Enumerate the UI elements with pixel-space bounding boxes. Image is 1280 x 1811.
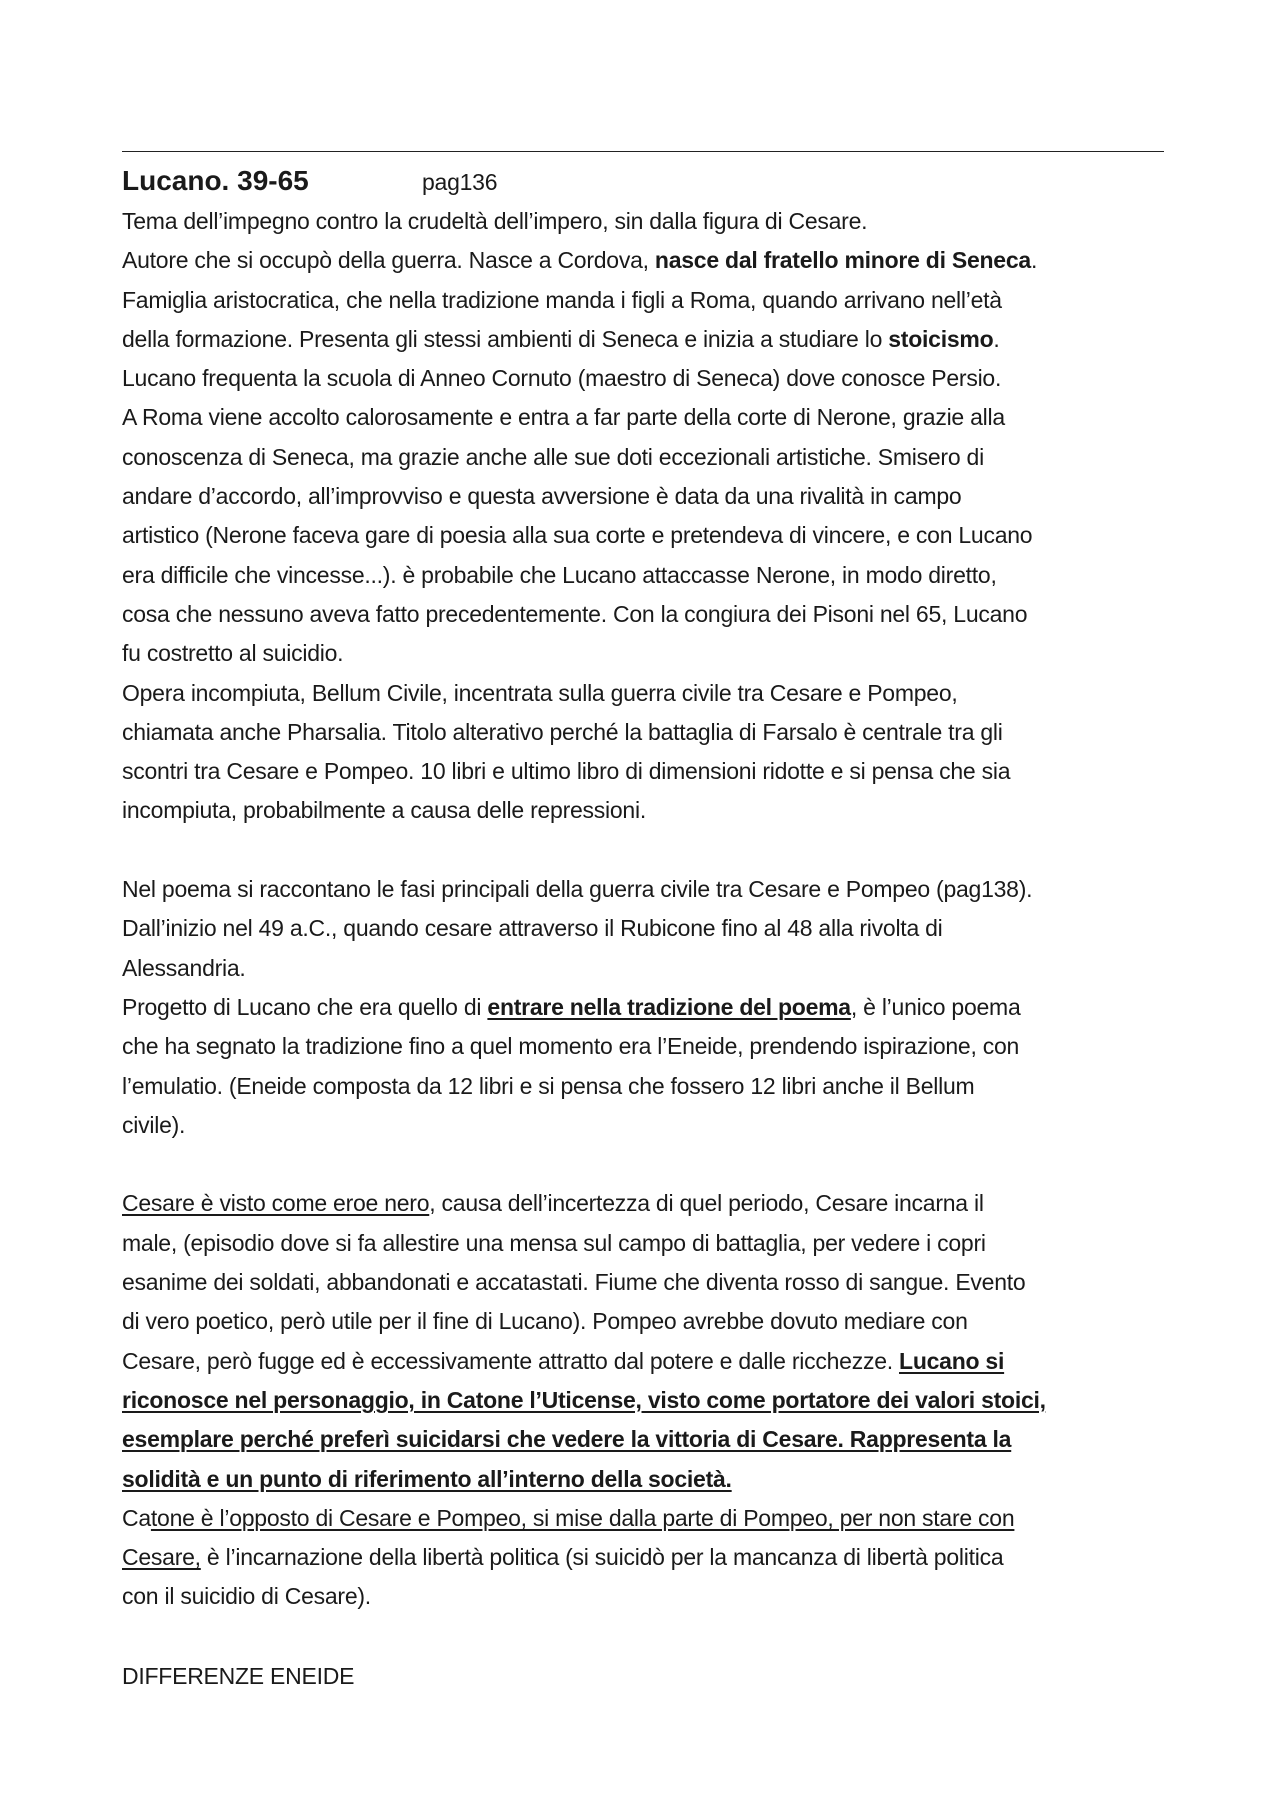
- text-line: Opera incompiuta, Bellum Civile, incentrata sulla guerra civile tra Cesare e Pompeo,: [122, 679, 958, 706]
- heading-line: [122, 160, 1182, 202]
- text-line: Cesare, è l’incarnazione della libertà politica (si suicidò per la mancanza di libertà politica: [122, 1544, 1004, 1571]
- blank-line: [122, 831, 1182, 870]
- top-horizontal-rule: [122, 151, 1164, 152]
- text-line: conoscenza di Seneca, ma grazie anche alle sue doti eccezionali artistiche. Smisero di: [122, 443, 984, 470]
- text-line: scontri tra Cesare e Pompeo. 10 libri e ultimo libro di dimensioni ridotte e si pensa che sia: [122, 758, 1011, 785]
- text-line: andare d’accordo, all’improvviso e questa avversione è data da una rivalità in campo: [122, 483, 962, 510]
- section-heading-differenze: DIFFERENZE ENEIDE: [122, 1663, 355, 1689]
- bold-phrase: nasce dal fratello minore di Seneca: [654, 247, 1031, 274]
- text-line: Alessandria.: [122, 954, 246, 981]
- text-line: A Roma viene accolto calorosamente e entra a far parte della corte di Nerone, grazie alla: [122, 404, 1005, 431]
- underlined-phrase: Cesare è visto come eroe nero: [122, 1190, 430, 1217]
- text-line: Cesare, però fugge ed è eccessivamente attratto dal potere e dalle ricchezze. Lucano si: [122, 1347, 1005, 1374]
- underlined-phrase: tone è l’opposto di Cesare e Pompeo, si mise dalla parte di Pompeo, per non stare con: [150, 1504, 1015, 1531]
- text-line: esanime dei soldati, abbandonati e accatastati. Fiume che diventa rosso di sangue. Evento: [122, 1269, 1026, 1296]
- text-line: Tema dell’impegno contro la crudeltà dell’impero, sin dalla figura di Cesare.: [122, 208, 868, 234]
- document-title: Lucano. 39-65: [122, 165, 309, 196]
- text-line: Cesare è visto come eroe nero, causa dell’incertezza di quel periodo, Cesare incarna il: [122, 1190, 984, 1217]
- text-line: l’emulatio. (Eneide composta da 12 libri e si pensa che fossero 12 libri anche il Bellum: [122, 1072, 975, 1099]
- text-line: Lucano frequenta la scuola di Anneo Cornuto (maestro di Seneca) dove conosce Persio.: [122, 365, 1002, 392]
- text-line: Dall’inizio nel 49 a.C., quando cesare attraverso il Rubicone fino al 48 alla rivolta di: [122, 915, 943, 942]
- text-line: incompiuta, probabilmente a causa delle repressioni.: [122, 797, 646, 824]
- text-line: che ha segnato la tradizione fino a quel momento era l’Eneide, prendendo ispirazione, con: [122, 1033, 1020, 1060]
- bold-underlined-phrase: entrare nella tradizione del poema: [487, 993, 851, 1020]
- bold-underlined-phrase: esemplare perché preferì suicidarsi che vedere la vittoria di Cesare. Rappresenta la: [122, 1426, 1012, 1453]
- text-line: Nel poema si raccontano le fasi principali della guerra civile tra Cesare e Pompeo (pag138).: [122, 876, 1033, 903]
- bold-underlined-phrase: Lucano si: [899, 1347, 1005, 1374]
- text-line: fu costretto al suicidio.: [122, 640, 344, 667]
- text-line: Autore che si occupò della guerra. Nasce a Cordova, nasce dal fratello minore di Seneca.: [122, 247, 1038, 274]
- text-line: [122, 1420, 1182, 1459]
- text-line: della formazione. Presenta gli stessi ambienti di Seneca e inizia a studiare lo stoicismo.: [122, 325, 1000, 352]
- text-line: [122, 1381, 1182, 1420]
- text-line: Catone è l’opposto di Cesare e Pompeo, si mise dalla parte di Pompeo, per non stare con: [122, 1504, 1015, 1531]
- bold-underlined-phrase: riconosce nel personaggio, in Catone l’Uticense, visto come portatore dei valori stoici,: [122, 1386, 1046, 1413]
- text-line: era difficile che vincesse...). è probabile che Lucano attaccasse Nerone, in modo diretto,: [122, 561, 997, 588]
- bold-phrase: stoicismo: [888, 325, 994, 352]
- text-line: Progetto di Lucano che era quello di entrare nella tradizione del poema, è l’unico poema: [122, 993, 1021, 1020]
- document-body: [122, 160, 1182, 1617]
- text-line: cosa che nessuno aveva fatto precedentemente. Con la congiura dei Pisoni nel 65, Lucano: [122, 600, 1028, 627]
- underlined-phrase: Cesare,: [122, 1544, 201, 1571]
- text-line: chiamata anche Pharsalia. Titolo alterativo perché la battaglia di Farsalo è centrale tra gli: [122, 718, 1003, 745]
- bold-underlined-phrase: solidità e un punto di riferimento all’interno della società.: [122, 1465, 732, 1492]
- text-line: male, (episodio dove si fa allestire una mensa sul campo di battaglia, per vedere i copri: [122, 1229, 986, 1256]
- text-line: artistico (Nerone faceva gare di poesia alla sua corte e pretendeva di vincere, e con Lucano: [122, 522, 1033, 549]
- text-line: Famiglia aristocratica, che nella tradizione manda i figli a Roma, quando arrivano nell’età: [122, 286, 1002, 313]
- text-line: con il suicidio di Cesare).: [122, 1583, 371, 1610]
- text-line: di vero poetico, però utile per il fine di Lucano). Pompeo avrebbe dovuto mediare con: [122, 1308, 968, 1335]
- blank-line: [122, 1145, 1182, 1184]
- page-reference: pag136: [422, 169, 498, 195]
- text-line: [122, 1460, 1182, 1499]
- text-line: civile).: [122, 1111, 186, 1138]
